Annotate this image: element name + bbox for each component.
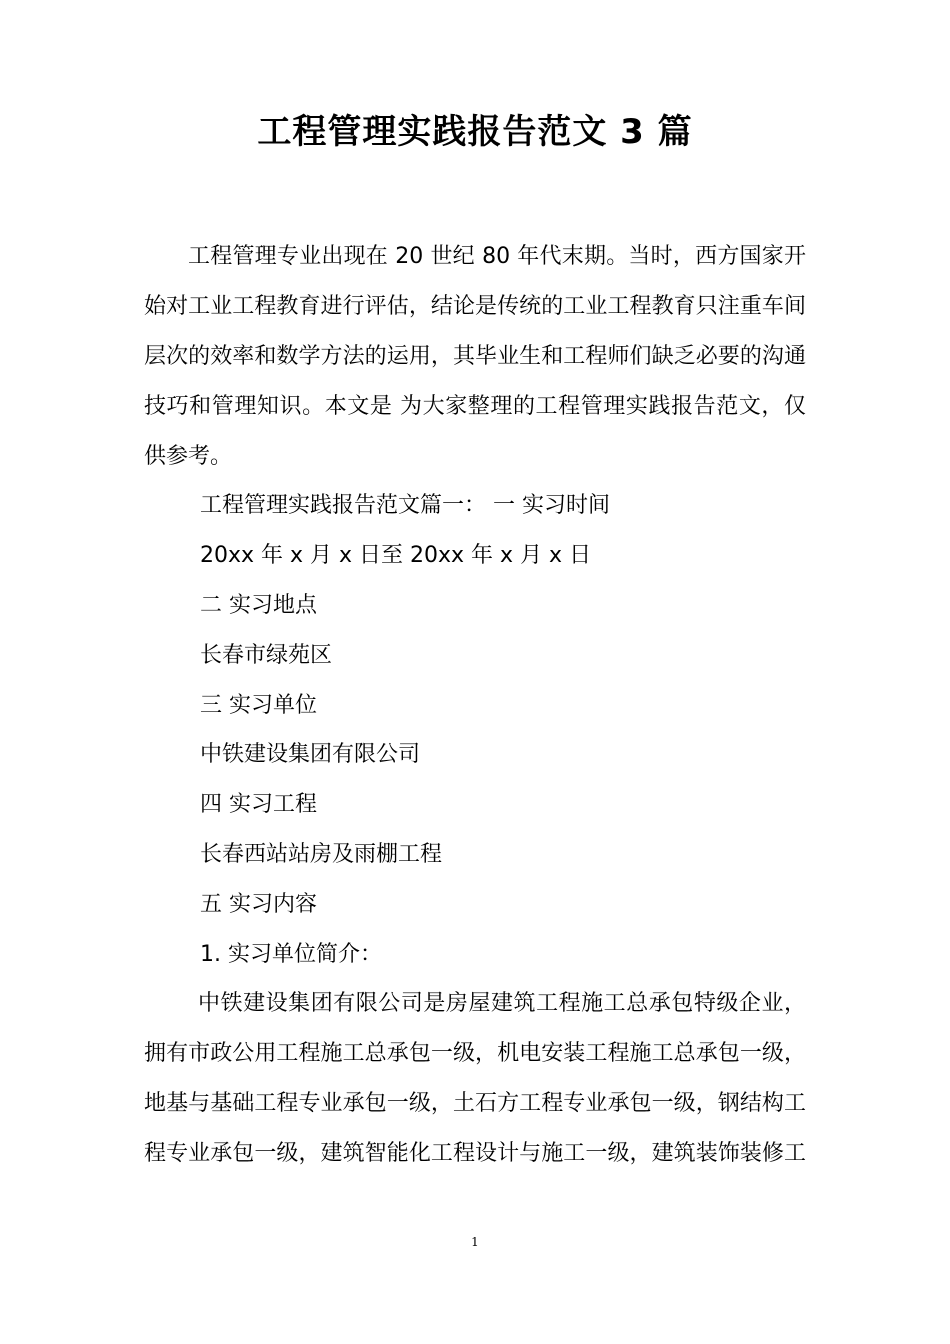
internship-dates: 20xx 年 x 月 x 日至 20xx 年 x 月 x 日: [200, 543, 592, 568]
subsection-heading-unit-intro: 1. 实习单位简介：: [200, 942, 382, 967]
intro-line: 工程管理专业出现在 20 世纪 80 年代末期。当时，西方国家开: [188, 244, 806, 269]
company-line: 程专业承包一级，建筑智能化工程设计与施工一级，建筑装饰装修工: [144, 1141, 806, 1166]
section-heading-location: 二 实习地点: [200, 593, 317, 618]
section-heading-time: 工程管理实践报告范文篇一： 一 实习时间: [200, 493, 610, 518]
intro-line: 始对工业工程教育进行评估，结论是传统的工业工程教育只注重车间: [144, 294, 806, 319]
internship-unit: 中铁建设集团有限公司: [200, 742, 421, 767]
section-heading-unit: 三 实习单位: [200, 693, 317, 718]
internship-location: 长春市绿苑区: [200, 643, 333, 668]
page-number: 1: [471, 1235, 479, 1249]
section-heading-project: 四 实习工程: [200, 792, 317, 817]
document-title: 工程管理实践报告范文 3 篇: [257, 112, 693, 152]
section-heading-content: 五 实习内容: [200, 892, 317, 917]
intro-line: 层次的效率和数学方法的运用，其毕业生和工程师们缺乏必要的沟通: [144, 344, 806, 369]
company-line: 地基与基础工程专业承包一级，土石方工程专业承包一级，钢结构工: [144, 1091, 806, 1116]
intro-line: 技巧和管理知识。本文是 为大家整理的工程管理实践报告范文，仅: [144, 394, 806, 419]
internship-project: 长春西站站房及雨棚工程: [200, 842, 443, 867]
company-line: 拥有市政公用工程施工总承包一级，机电安装工程施工总承包一级，: [144, 1041, 806, 1066]
company-line: 中铁建设集团有限公司是房屋建筑工程施工总承包特级企业，: [198, 991, 806, 1016]
intro-line: 供参考。: [144, 444, 233, 469]
